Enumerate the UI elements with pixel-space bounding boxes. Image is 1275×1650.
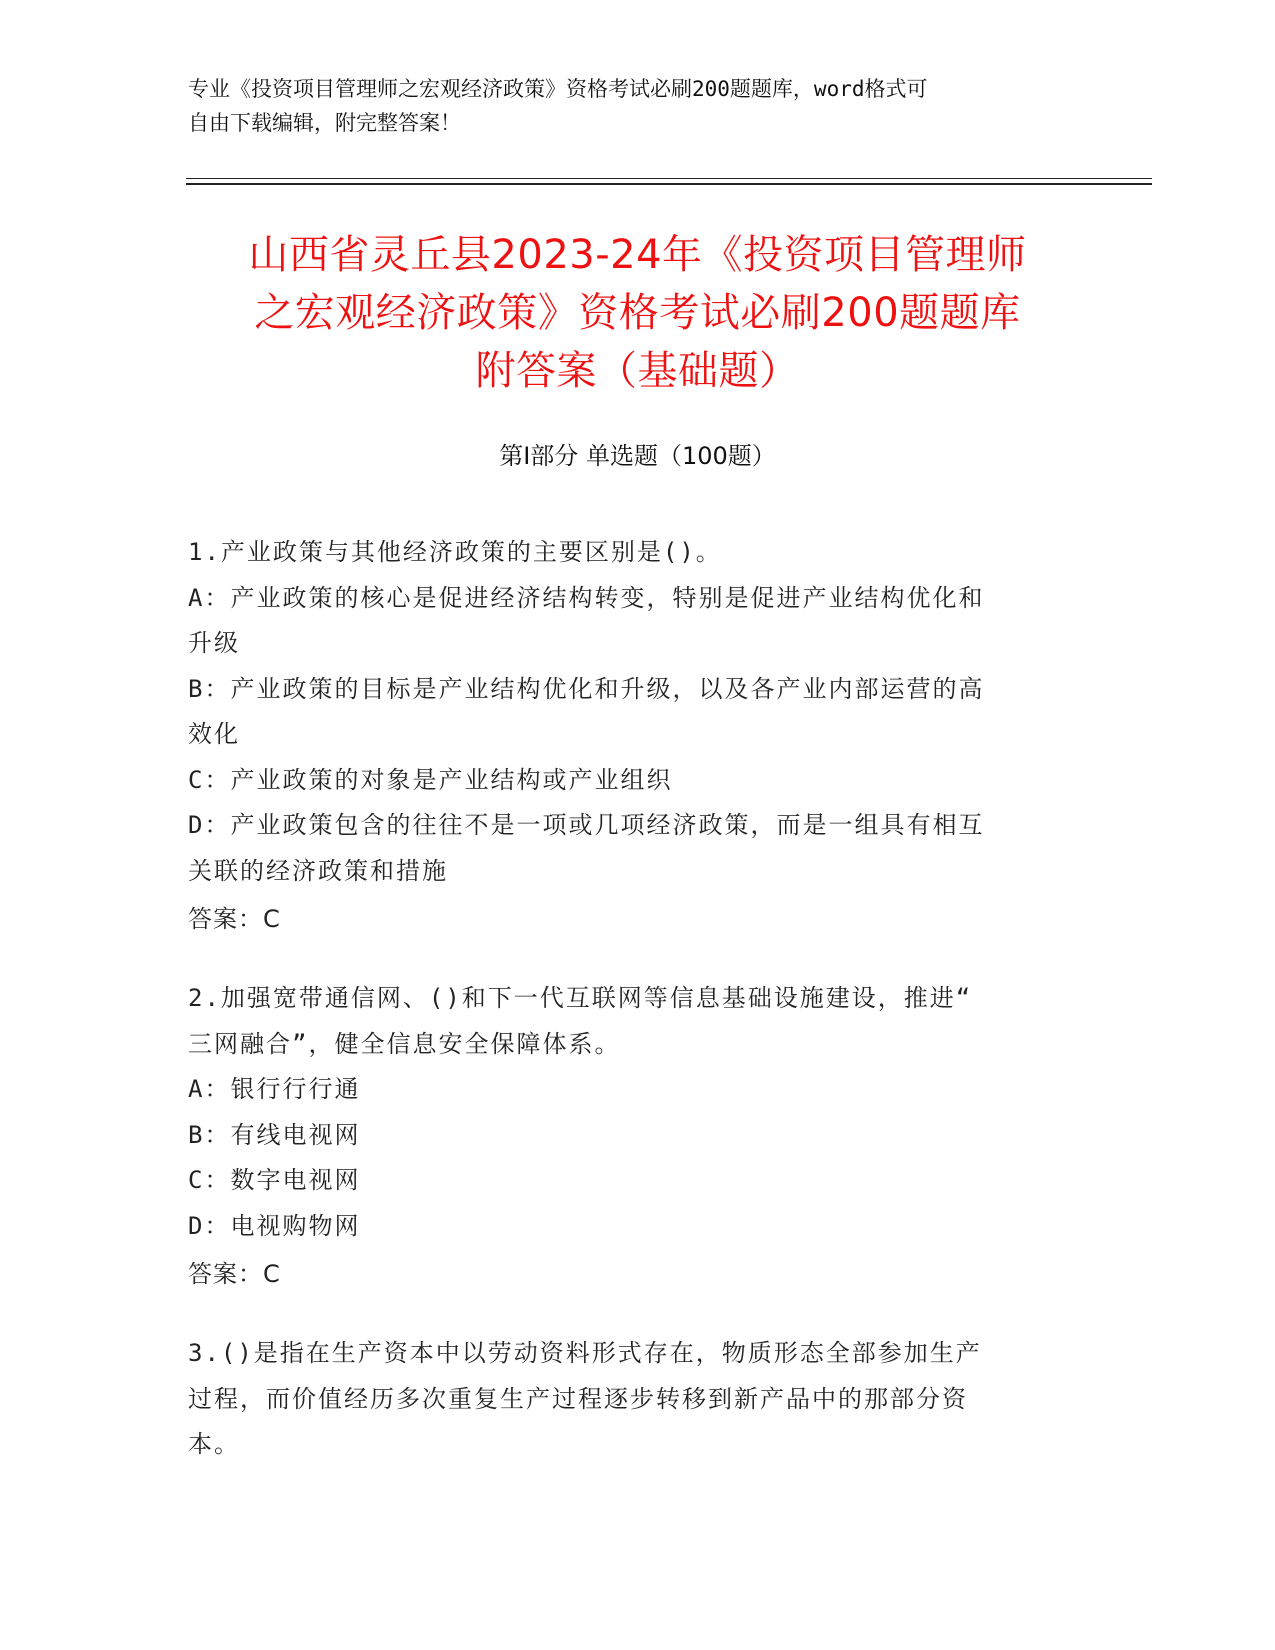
answer-line: 答案：C	[188, 905, 281, 933]
question-list	[188, 530, 1078, 1500]
header-note	[188, 72, 1068, 140]
question-stem-continued: 三网融合”，健全信息安全保障体系。	[188, 1029, 621, 1058]
option-b: B：有线电视网	[188, 1120, 361, 1149]
question-2	[188, 976, 1078, 1299]
title-line: 山西省灵丘县2023-24年《投资项目管理师	[248, 232, 1027, 278]
title-line: 之宏观经济政策》资格考试必刷200题题库	[254, 290, 1021, 336]
question-stem: 2.加强宽带通信网、()和下一代互联网等信息基础设施建设，推进“	[188, 984, 973, 1012]
section-heading: 第Ⅰ部分 单选题（100题）	[499, 442, 776, 470]
answer-line: 答案：C	[188, 1260, 281, 1288]
option-a: A：产业政策的核心是促进经济结构转变，特别是促进产业结构优化和	[188, 583, 985, 612]
question-stem: 1.产业政策与其他经济政策的主要区别是()。	[188, 538, 722, 566]
header-divider-thick	[186, 183, 1152, 185]
document-title	[140, 226, 1135, 400]
option-d: D：产业政策包含的往往不是一项或几项经济政策，而是一组具有相互	[188, 811, 985, 839]
question-stem-continued: 本。	[188, 1430, 240, 1458]
header-note-line: 自由下载编辑，附完整答案！	[188, 111, 461, 135]
question-stem: 3.()是指在生产资本中以劳动资料形式存在，物质形态全部参加生产	[188, 1339, 982, 1367]
option-b-continued: 效化	[188, 720, 240, 748]
question-3	[188, 1331, 1078, 1468]
question-1	[188, 530, 1078, 944]
header-note-line: 专业《投资项目管理师之宏观经济政策》资格考试必刷200题题库，word格式可	[188, 77, 928, 101]
option-c: C：数字电视网	[188, 1166, 361, 1194]
title-line: 附答案（基础题）	[475, 348, 800, 394]
option-d-continued: 关联的经济政策和措施	[188, 856, 448, 885]
option-d: D：电视购物网	[188, 1211, 361, 1240]
question-stem-continued: 过程，而价值经历多次重复生产过程逐步转移到新产品中的那部分资	[188, 1384, 968, 1413]
header-divider-thin	[186, 178, 1152, 179]
option-c: C：产业政策的对象是产业结构或产业组织	[188, 765, 673, 794]
option-a: A：银行行行通	[188, 1075, 361, 1103]
option-b: B：产业政策的目标是产业结构优化和升级，以及各产业内部运营的高	[188, 674, 985, 703]
option-a-continued: 升级	[188, 629, 240, 657]
